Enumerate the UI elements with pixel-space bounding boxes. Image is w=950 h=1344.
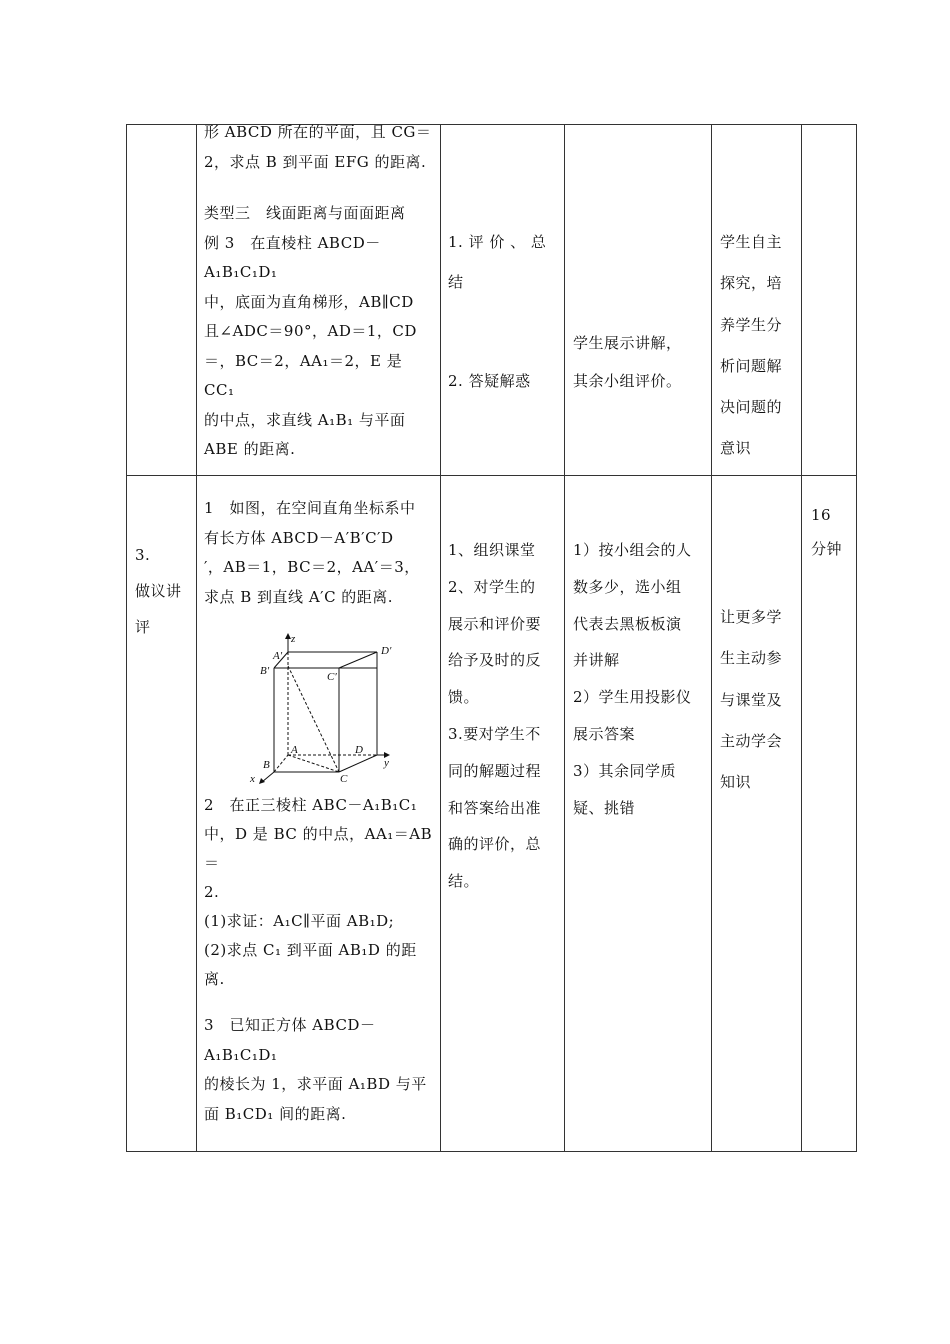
student-line: 疑、挑错 xyxy=(573,798,636,817)
column-divider xyxy=(126,124,127,1152)
q2-line: (1)求证：A₁C∥平面 AB₁D; xyxy=(204,912,395,930)
example3-line: ABE 的距离. xyxy=(204,440,296,458)
student-line: 数多少，选小组 xyxy=(573,577,682,596)
row1-content-cell xyxy=(204,117,436,177)
vertex-label: D′ xyxy=(381,645,392,657)
row2-student-cell xyxy=(573,532,709,826)
teacher-line: 给予及时的反 xyxy=(448,651,542,670)
row1-intent-cell xyxy=(720,222,800,470)
intent-line: 析问题解 xyxy=(720,356,783,375)
student-line: 3）其余同学质 xyxy=(573,761,677,780)
phase-line: 评 xyxy=(135,618,151,636)
intent-line: 知识 xyxy=(720,773,752,792)
student-line: 并讲解 xyxy=(573,651,620,670)
table-bottom-border xyxy=(126,1151,857,1152)
vertex-label: B′ xyxy=(260,665,270,677)
row1-student-cell xyxy=(573,324,709,400)
q2-line: 中，D 是 BC 的中点，AA₁＝AB＝ xyxy=(204,825,433,872)
example3-line: 例 3 在直棱柱 ABCD－A₁B₁C₁D₁ xyxy=(204,233,381,281)
student-line: 1）按小组会的人 xyxy=(573,541,692,559)
q2-line: 2. xyxy=(204,883,220,901)
vertex-label: A′ xyxy=(273,650,283,662)
teacher-line: 同的解题过程 xyxy=(448,761,542,780)
q1-line: 1 如图，在空间直角坐标系中 xyxy=(204,499,416,517)
row2-teacher-cell xyxy=(448,532,562,900)
row2-question2 xyxy=(204,791,436,994)
intent-line: 探究，培 xyxy=(720,274,783,293)
intent-line: 决问题的 xyxy=(720,398,783,417)
q2-line: (2)求点 C₁ 到平面 AB₁D 的距 xyxy=(204,941,417,959)
x-arrow-icon xyxy=(259,778,265,784)
intent-line: 养学生分 xyxy=(720,315,783,334)
q1-line: 求点 B 到直线 A′C 的距离. xyxy=(204,587,394,606)
vertex-label: A xyxy=(291,744,298,756)
row1-type3-block xyxy=(204,199,436,465)
q3-line: 3 已知正方体 ABCD－A₁B₁C₁D₁ xyxy=(204,1016,376,1064)
q3-line: 的棱长为 1，求平面 A₁BD 与平 xyxy=(204,1075,427,1093)
row2-phase-cell xyxy=(135,537,195,645)
example3-line: 且∠ADC＝90°，AD＝1，CD xyxy=(204,322,417,340)
edge xyxy=(339,652,377,668)
column-divider xyxy=(196,124,197,1152)
column-divider xyxy=(801,124,802,1152)
teacher-line: 和答案给出准 xyxy=(448,798,542,817)
column-divider xyxy=(711,124,712,1152)
teacher-line: 1、组织课堂 xyxy=(448,541,536,559)
student-line: 代表去黑板板演 xyxy=(573,614,682,633)
teacher-line: 确的评价，总 xyxy=(448,835,542,854)
hidden-edge xyxy=(274,755,288,772)
type3-heading: 类型三 线面距离与面面距离 xyxy=(204,204,406,222)
q3-line: 面 B₁CD₁ 间的距离. xyxy=(204,1104,347,1123)
intent-line: 与课堂及 xyxy=(720,690,783,709)
student-line: 其余小组评价。 xyxy=(573,372,682,390)
teacher-line: 2. 答疑解惑 xyxy=(448,372,531,390)
q2-line: 离. xyxy=(204,970,225,988)
vertex-label: D xyxy=(355,744,363,756)
teacher-line: 2、对学生的 xyxy=(448,577,536,596)
q2-line: 2 在正三棱柱 ABC－A₁B₁C₁ xyxy=(204,796,418,814)
phase-line: 做议讲 xyxy=(135,582,182,600)
phase-line: 3. xyxy=(135,546,151,564)
teacher-line: 展示和评价要 xyxy=(448,614,542,633)
row2-intent-cell xyxy=(720,597,800,803)
student-line: 展示答案 xyxy=(573,724,636,743)
q1-line: 有长方体 ABCD－A′B′C′D xyxy=(204,528,394,547)
column-divider xyxy=(856,124,857,1152)
row1-teacher-cell-2 xyxy=(448,366,562,396)
row2-question1 xyxy=(204,494,436,612)
intent-line: 生主动参 xyxy=(720,649,783,668)
vertex-label: C′ xyxy=(327,671,337,683)
axis-label-x: x xyxy=(250,773,255,784)
example3-line: 的中点，求直线 A₁B₁ 与平面 xyxy=(204,410,406,429)
hidden-edge xyxy=(288,755,339,772)
axis-label-y: y xyxy=(384,757,389,769)
teacher-line: 结。 xyxy=(448,872,480,891)
vertex-label: B xyxy=(263,759,270,771)
cuboid-figure xyxy=(244,632,394,784)
vertex-label: C xyxy=(340,773,348,784)
teacher-line: 结 xyxy=(448,273,464,291)
row2-time-cell xyxy=(811,498,855,566)
content-line: 形 ABCD 所在的平面，且 CG＝ xyxy=(204,123,432,141)
intent-line: 让更多学 xyxy=(720,608,783,626)
column-divider xyxy=(564,124,565,1152)
row1-teacher-cell xyxy=(448,222,562,302)
intent-line: 学生自主 xyxy=(720,233,783,251)
row2-question3 xyxy=(204,1011,436,1129)
column-divider xyxy=(440,124,441,1152)
intent-line: 意识 xyxy=(720,439,752,458)
teacher-line: 3.要对学生不 xyxy=(448,724,541,743)
student-line: 2）学生用投影仪 xyxy=(573,688,692,707)
time-line: 分钟 xyxy=(811,540,843,558)
row-divider xyxy=(126,475,857,476)
teacher-line: 馈。 xyxy=(448,688,480,707)
teacher-line: 1. 评 价 、 总 xyxy=(448,233,547,251)
edge xyxy=(339,755,377,772)
intent-line: 主动学会 xyxy=(720,731,783,750)
axis-label-z: z xyxy=(291,633,296,645)
example3-line: 中，底面为直角梯形，AB∥CD xyxy=(204,292,414,311)
time-line: 16 xyxy=(811,506,832,524)
content-line: 2，求点 B 到平面 EFG 的距离. xyxy=(204,153,427,171)
student-line: 学生展示讲解， xyxy=(573,334,682,352)
q1-line: ′，AB＝1，BC＝2，AA′＝3， xyxy=(204,558,420,576)
x-axis xyxy=(262,772,274,782)
example3-line: ＝，BC＝2，AA₁＝2，E 是 CC₁ xyxy=(204,351,403,399)
